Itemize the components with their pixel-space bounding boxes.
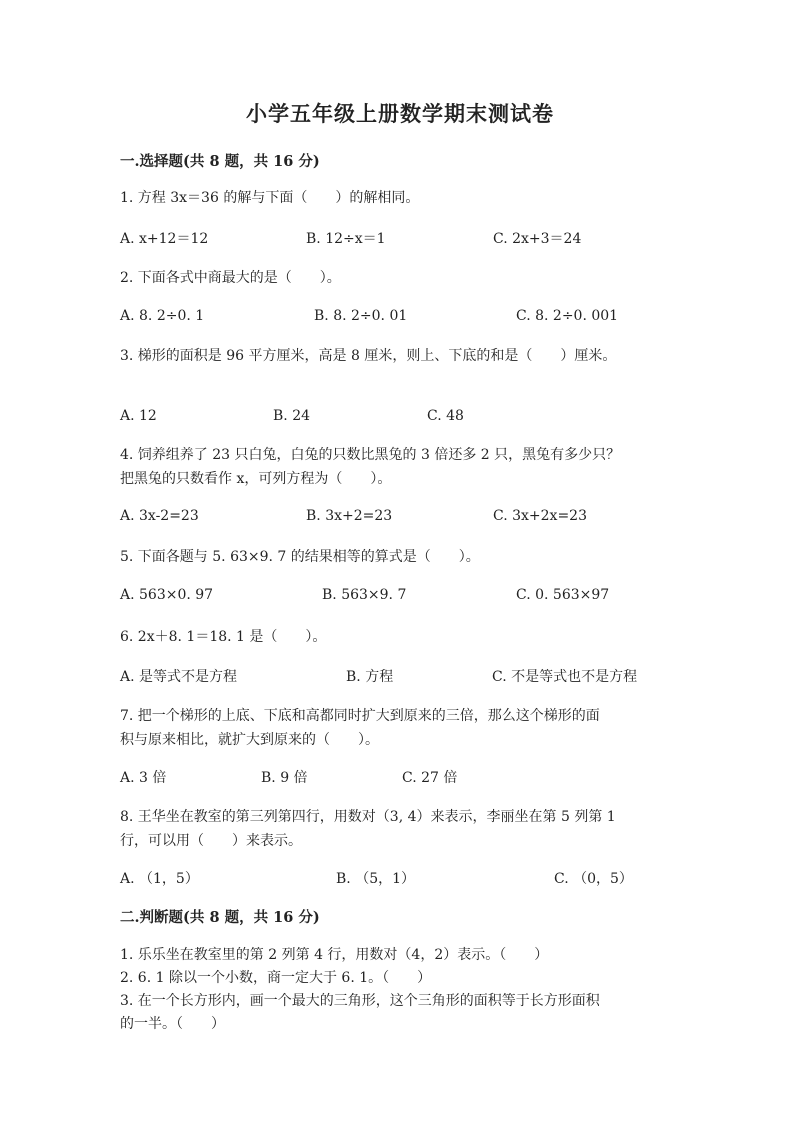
- question-8-line-2: 行，可以用（ ）来表示。: [120, 833, 302, 849]
- question-7-line-1: 7. 把一个梯形的上底、下底和高都同时扩大到原来的三倍，那么这个梯形的面: [120, 708, 600, 724]
- q1-option-b: B. 12÷x＝1: [306, 231, 386, 247]
- q5-option-b: B. 563×9. 7: [322, 587, 407, 603]
- q7-option-a: A. 3 倍: [120, 770, 167, 786]
- tf-item-3-line-1: 3. 在一个长方形内，画一个最大的三角形，这个三角形的面积等于长方形面积: [120, 993, 600, 1009]
- q1-option-c: C. 2x+3＝24: [493, 231, 582, 247]
- q5-option-c: C. 0. 563×97: [516, 587, 610, 603]
- question-3: 3. 梯形的面积是 96 平方厘米，高是 8 厘米，则上、下底的和是（ ）厘米。: [120, 348, 617, 364]
- question-6: 6. 2x＋8. 1＝18. 1 是（ ）。: [120, 629, 327, 645]
- q6-option-b: B. 方程: [346, 669, 394, 685]
- q3-option-c: C. 48: [427, 408, 464, 424]
- question-2: 2. 下面各式中商最大的是（ ）。: [120, 270, 341, 286]
- tf-item-2: 2. 6. 1 除以一个小数，商一定大于 6. 1。（ ）: [120, 970, 432, 986]
- question-4-line-1: 4. 饲养组养了 23 只白兔，白兔的只数比黑兔的 3 倍还多 2 只，黑兔有多少只？: [120, 447, 621, 463]
- question-5: 5. 下面各题与 5. 63×9. 7 的结果相等的算式是（ ）。: [120, 549, 480, 565]
- q6-option-c: C. 不是等式也不是方程: [492, 669, 638, 685]
- q4-option-b: B. 3x+2=23: [306, 508, 393, 524]
- q2-option-b: B. 8. 2÷0. 01: [314, 308, 408, 324]
- q7-option-b: B. 9 倍: [261, 770, 308, 786]
- section-heading-true-false: 二.判断题(共 8 题，共 16 分): [120, 909, 320, 926]
- q8-option-c: C. （0，5）: [554, 871, 633, 887]
- page-title: 小学五年级上册数学期末测试卷: [246, 101, 554, 126]
- question-4-line-2: 把黑兔的只数看作 x，可列方程为（ ）。: [120, 471, 392, 487]
- q1-option-a: A. x+12＝12: [120, 231, 209, 247]
- q4-option-a: A. 3x-2=23: [120, 508, 199, 524]
- q2-option-c: C. 8. 2÷0. 001: [516, 308, 619, 324]
- question-7-line-2: 积与原来相比，就扩大到原来的（ ）。: [120, 732, 379, 748]
- tf-item-3-line-2: 的一半。（ ）: [120, 1016, 225, 1032]
- q3-option-a: A. 12: [120, 408, 157, 424]
- question-8-line-1: 8. 王华坐在教室的第三列第四行，用数对（3, 4）来表示，李丽坐在第 5 列第 1: [120, 809, 616, 825]
- q8-option-b: B. （5，1）: [336, 871, 416, 887]
- q5-option-a: A. 563×0. 97: [120, 587, 214, 603]
- q7-option-c: C. 27 倍: [402, 770, 458, 786]
- tf-item-1: 1. 乐乐坐在教室里的第 2 列第 4 行，用数对（4，2）表示。（ ）: [120, 947, 549, 963]
- question-1: 1. 方程 3x＝36 的解与下面（ ）的解相同。: [120, 190, 420, 206]
- section-heading-choice: 一.选择题(共 8 题，共 16 分): [120, 153, 320, 170]
- q8-option-a: A. （1，5）: [120, 871, 199, 887]
- q4-option-c: C. 3x+2x=23: [493, 508, 587, 524]
- q3-option-b: B. 24: [273, 408, 311, 424]
- q2-option-a: A. 8. 2÷0. 1: [120, 308, 205, 324]
- q6-option-a: A. 是等式不是方程: [120, 669, 238, 685]
